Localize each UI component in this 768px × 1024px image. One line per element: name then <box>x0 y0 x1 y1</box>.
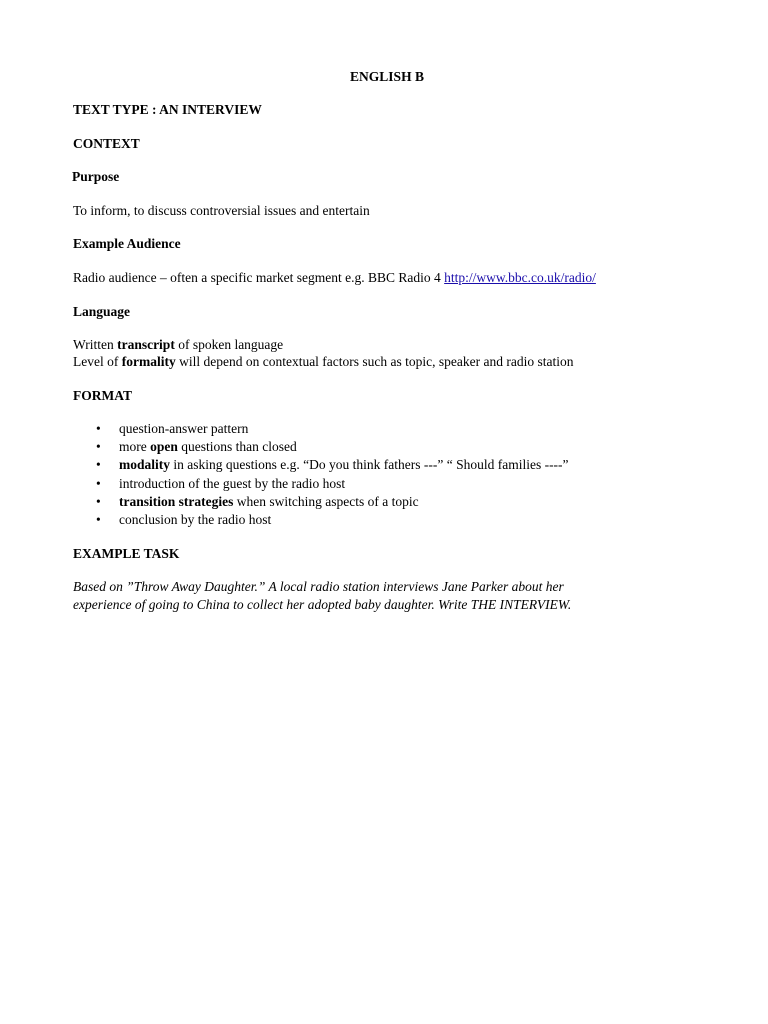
audience-paragraph <box>73 270 596 286</box>
language-heading: Language <box>73 304 131 319</box>
bbc-radio-link[interactable]: http://www.bbc.co.uk/radio/ <box>444 270 596 285</box>
example-task-line-2: experience of going to China to collect her adopted baby daughter. Write THE INTERVIEW. <box>73 597 572 612</box>
context-heading: CONTEXT <box>73 136 140 151</box>
example-task-heading: EXAMPLE TASK <box>73 546 180 561</box>
list-item-pre: question-answer pattern <box>119 421 249 436</box>
list-item-post: in asking questions e.g. “Do you think fathers ---” “ Should families ----” <box>170 457 569 473</box>
language-line-1-post: of spoken language <box>174 337 284 352</box>
document-title: ENGLISH B <box>350 69 424 84</box>
language-line-2-post: will depend on contextual factors such as topic, speaker and radio station <box>175 354 574 369</box>
language-line-2 <box>73 354 573 370</box>
text-type-heading: TEXT TYPE : AN INTERVIEW <box>73 102 262 117</box>
list-item-bold: open <box>150 439 178 455</box>
list-item <box>73 457 569 475</box>
bullet-icon: • <box>96 439 101 455</box>
bullet-icon: • <box>96 475 101 491</box>
list-item-pre: conclusion by the radio host <box>119 511 272 527</box>
list-item-pre: introduction of the guest by the radio host <box>119 475 346 491</box>
list-item <box>73 494 569 512</box>
bullet-icon: • <box>96 421 101 436</box>
language-line-2-pre: Level of <box>73 354 122 369</box>
list-item <box>73 512 569 530</box>
purpose-heading: Purpose <box>72 169 120 184</box>
formality-term: formality <box>121 354 176 369</box>
format-heading: FORMAT <box>73 388 132 403</box>
list-item-post: when switching aspects of a topic <box>233 493 419 509</box>
list-item-post: questions than closed <box>177 439 297 455</box>
language-line-1 <box>73 337 283 353</box>
list-item <box>73 439 569 457</box>
format-list <box>73 421 569 530</box>
language-line-1-pre: Written <box>73 337 118 352</box>
bullet-icon: • <box>96 457 101 473</box>
transcript-term: transcript <box>117 337 175 352</box>
bullet-icon: • <box>96 511 101 527</box>
audience-heading: Example Audience <box>73 236 181 251</box>
list-item-bold: modality <box>119 457 171 473</box>
list-item-pre: more <box>119 439 151 455</box>
list-item <box>73 476 569 494</box>
list-item-bold: transition strategies <box>119 493 234 509</box>
audience-text: Radio audience – often a specific market segment e.g. BBC Radio 4 <box>73 270 445 285</box>
purpose-text: To inform, to discuss controversial issues and entertain <box>73 203 370 218</box>
example-task-line-1: Based on ”Throw Away Daughter.” A local radio station interviews Jane Parker about her <box>73 579 564 594</box>
list-item <box>73 421 569 439</box>
bullet-icon: • <box>96 493 101 509</box>
